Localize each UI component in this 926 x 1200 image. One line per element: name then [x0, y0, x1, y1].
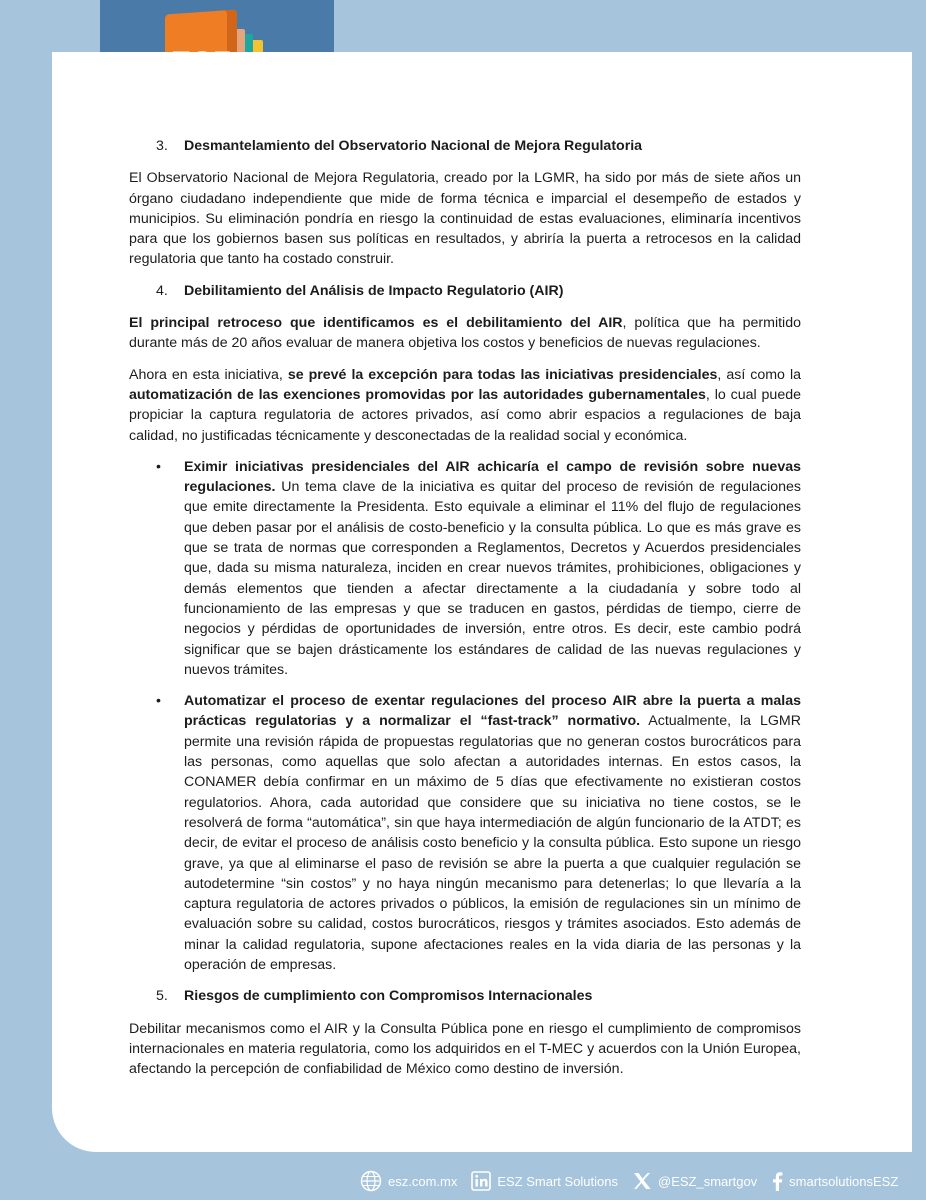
linkedin-text: ESZ Smart Solutions — [497, 1173, 618, 1189]
body-text: Actualmente, la LGMR permite una revisión rápida de propuestas regulatorias que no generan costos burocráticos para las personas, como aquellas que solo afectan a autoridades internas. En estos casos, la CONAMER debía confirmar en un máximo de 5 días que efectivamente no existieran costos regulatorios. Ahora, cada autoridad que considere que su iniciativa no tiene costos, se le resolverá de forma “automática”, sin que haya intermediación de algún funcionario de la ATDT; es decir, de evitar el proceso de análisis costo beneficio y la consulta pública. Esto supone un riesgo grave, ya que al eliminarse el paso de revisión se abre la puerta a que cualquier regulación se autodetermine “sin costos” y no haya ningún mecanismo para detenerlas; lo que llevaría a la captura regulatoria de actores privados o públicos, la emisión de regulaciones sin un mínimo de evaluación sobre su calidad, costos burocráticos, riesgos y trámites asociados. Esto además de minar la calidad regulatoria, supone afectaciones reales en la vida diaria de las personas y la operación de empresas. — [184, 713, 801, 973]
footer-facebook[interactable] — [771, 1171, 898, 1191]
globe-icon — [360, 1170, 382, 1192]
website-text: esz.com.mx — [388, 1173, 458, 1189]
section-5-paragraph: Debilitar mecanismos como el AIR y la Consulta Pública pone en riesgo el cumplimiento de compromisos internacionales en materia regulatoria, como los adquiridos en el T-MEC y acuerdos con la Unión Europea, afectando la percepción de confiabilidad de México como destino de inversión. — [129, 1020, 801, 1078]
facebook-icon — [771, 1171, 783, 1191]
bold-text: Automatizar el proceso de exentar regulaciones del proceso AIR abre la puerta a malas prácticas regulatorias y a normalizar el “fast-track” normativo. — [184, 693, 801, 730]
bold-text: se prevé la excepción para todas las iniciativas presidenciales — [287, 366, 718, 383]
section-number: 4. — [156, 282, 168, 299]
section-title: Debilitamiento del Análisis de Impacto Regulatorio (AIR) — [184, 282, 564, 299]
bullet-icon: • — [156, 458, 161, 475]
footer-x[interactable] — [632, 1171, 757, 1191]
section-4-paragraph-2 — [129, 365, 801, 446]
linkedin-icon — [471, 1171, 491, 1191]
section-4-paragraph-1 — [129, 313, 801, 354]
bullet-item — [129, 457, 801, 680]
bullet-text — [184, 457, 801, 680]
bold-text: automatización de las exenciones promovidas por las autoridades gubernamentales — [129, 386, 706, 403]
bullet-item — [129, 691, 801, 975]
bold-text: El principal retroceso que identificamos es el debilitamiento del AIR — [129, 315, 623, 332]
bullet-icon: • — [156, 693, 161, 710]
body-text: , así como la — [717, 366, 801, 383]
document-body — [129, 136, 801, 1079]
body-text: , política que ha permitido durante más de 20 años evaluar de manera objetiva los costos y beneficios de nuevas regulaciones. — [129, 315, 801, 352]
body-text: , lo cual puede propiciar la captura regulatoria de actores privados, así como abrir espacios a regulaciones de baja calidad, no justificadas técnicamente y desconectadas de la realidad social y económica. — [129, 386, 801, 444]
footer — [360, 1168, 906, 1194]
section-3-paragraph: El Observatorio Nacional de Mejora Regulatoria, creado por la LGMR, ha sido por más de siete años un órgano ciudadano independiente que mide de forma técnica e imparcial el desempeño de estados y municipios. Su eliminación pondría en riesgo la continuidad de estas evaluaciones, eliminaría incentivos para que los gobiernos basen sus políticas en resultados, y abriría la puerta a retrocesos en la calidad regulatoria que tanto ha costado construir. — [129, 170, 801, 268]
section-4-heading — [129, 281, 801, 301]
section-number: 5. — [156, 988, 168, 1005]
section-title: Riesgos de cumplimiento con Compromisos Internacionales — [184, 988, 593, 1005]
section-5-heading — [129, 986, 801, 1006]
x-text: @ESZ_smartgov — [658, 1173, 758, 1189]
facebook-text: smartsolutionsESZ — [789, 1173, 899, 1189]
footer-linkedin[interactable] — [471, 1171, 618, 1191]
section-title: Desmantelamiento del Observatorio Nacional de Mejora Regulatoria — [184, 138, 643, 154]
body-text: Ahora en esta iniciativa, — [129, 366, 288, 383]
body-text: Un tema clave de la iniciativa es quitar del proceso de revisión de regulaciones que emite directamente la Presidenta. Esto equivale a eliminar el 11% del flujo de regulaciones que deben pasar por el análisis de costo-beneficio y la consulta pública. Lo que es más grave es que se trata de normas que corresponden a Reglamentos, Decretos y Acuerdos presidenciales que, dada su misma naturaleza, inciden en crear nuevos trámites, prohibiciones, obligaciones y demás elementos que tienden a afectar directamente a la ciudadanía y sobre todo al funcionamiento de las empresas y que se traducen en gastos, pérdidas de tiempo, cierre de negocios y pérdidas de oportunidades de inversión, entre otros. Es decir, este cambio podrá significar que se bajen drásticamente los estándares de calidad de las nuevas regulaciones y nuevos trámites. — [184, 479, 801, 678]
section-number: 3. — [156, 138, 168, 154]
footer-website[interactable] — [360, 1170, 457, 1192]
bold-text: Eximir iniciativas presidenciales del AIR achicaría el campo de revisión sobre nuevas regulaciones. — [184, 458, 801, 496]
section-3-heading — [129, 136, 801, 156]
x-icon — [632, 1171, 652, 1191]
bullet-text — [184, 691, 801, 975]
